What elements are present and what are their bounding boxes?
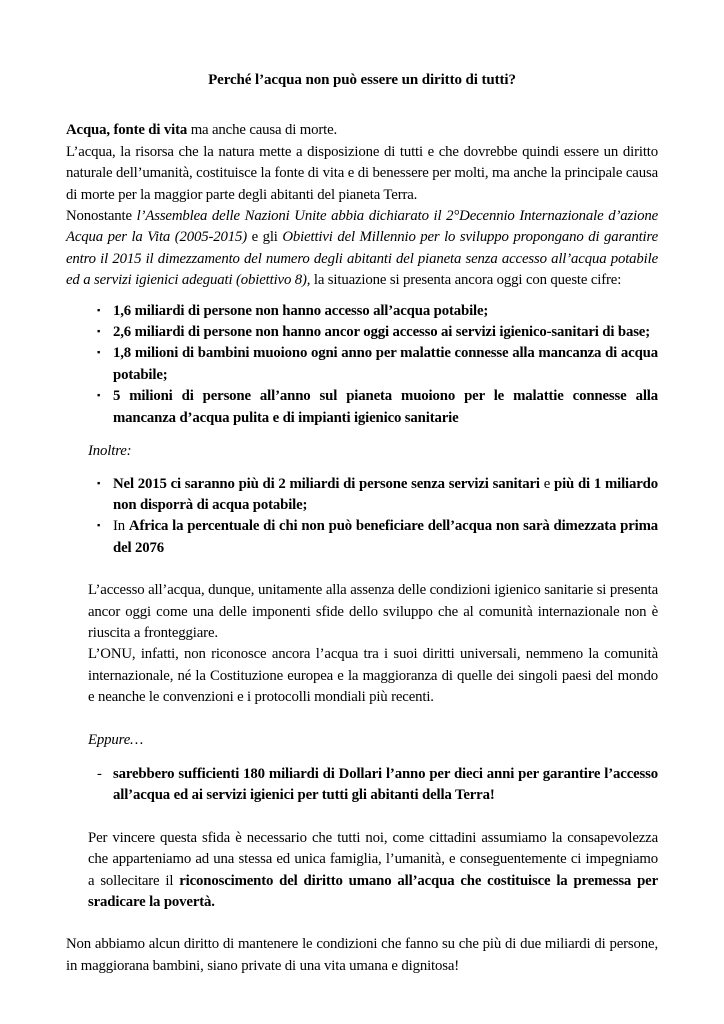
un-decennio-paragraph xyxy=(66,206,658,292)
page-title: Perché l’acqua non può essere un diritto di tutti? xyxy=(208,72,516,88)
square-bullet-icon: ▪ xyxy=(97,478,101,489)
text-segment: e xyxy=(539,475,555,492)
square-bullet-icon: ▪ xyxy=(97,348,101,359)
eppure-label: Eppure… xyxy=(88,731,144,748)
challenge-block xyxy=(88,580,658,708)
square-bullet-icon: ▪ xyxy=(97,521,101,532)
list-item xyxy=(88,516,658,559)
figures-list xyxy=(88,301,658,429)
list-item xyxy=(88,343,658,386)
projections-list xyxy=(88,474,658,560)
text-segment: Nonostante xyxy=(66,208,137,225)
inoltre-label: Inoltre: xyxy=(88,443,132,460)
projection-bold-segment: Nel 2015 ci saranno più di 2 miliardi di persone senza servizi sanitari xyxy=(113,475,540,492)
square-bullet-icon: ▪ xyxy=(97,305,101,316)
projection-bold-segment: più di 1 miliardo non disporrà di acqua potabile; xyxy=(113,475,658,513)
cost-list xyxy=(88,764,658,807)
closing-bold-segment: riconoscimento del diritto umano all’acqua che costituisce la premessa per sradicare la povertà. xyxy=(88,872,658,910)
text-segment: , la situazione si presenta ancora oggi con queste cifre: xyxy=(306,272,622,289)
intro-lead-line xyxy=(66,120,658,141)
final-paragraph: Non abbiamo alcun diritto di mantenere le condizioni che fanno su che più di due miliardi di persone, in maggiorana bambini, siano private di una vita umana e dignitosa! xyxy=(66,936,658,974)
list-item-text xyxy=(113,474,658,517)
millennium-goals-italic-segment: Obiettivi del Millennio per lo sviluppo propongano di garantire entro il 2015 il dimezzamento del numero degli abitanti del pianeta senza accesso all’acqua potabile ed a servizi igienici adeguati (obiettivo 8) xyxy=(66,229,658,289)
list-item xyxy=(88,474,658,517)
list-item xyxy=(88,322,658,343)
list-item-text: 2,6 miliardi di persone non hanno ancor oggi accesso ai servizi igienico-sanitari di base; xyxy=(113,324,651,341)
list-item xyxy=(88,301,658,322)
list-item xyxy=(88,386,658,429)
cost-item-text: sarebbero sufficienti 180 miliardi di Dollari l’anno per dieci anni per garantire l’accesso all’acqua ed ai servizi igienici per tutti gli abitanti della Terra! xyxy=(113,765,658,804)
intro-lead-bold: Acqua, fonte di vita xyxy=(66,122,188,139)
intro-paragraph: L’acqua, la risorsa che la natura mette a disposizione di tutti e che dovrebbe quindi essere un diritto naturale dell’umanità, costituisce la fonte di vita e di benessere per molti, ma anche la principale causa di morte per la maggior parte degli abitanti del pianeta Terra. xyxy=(66,143,658,203)
closing-paragraph xyxy=(88,828,658,914)
list-item-text: 5 milioni di persone all’anno sul pianeta muoiono per le malattie connesse alla mancanza d’acqua pulita e di impianti igienico sanitarie xyxy=(113,388,658,426)
challenge-paragraph-2: L’ONU, infatti, non riconosce ancora l’acqua tra i suoi diritti universali, nemmeno la comunità internazionale, né la Costituzione europea e la maggioranza di quelle dei singoli paesi del mondo e neanche le convenzioni e i protocolli mondiali più recenti. xyxy=(88,646,658,706)
text-segment: Per vincere questa sfida è necessario che tutti noi, come cittadini assumiamo la consapevolezza che apparteniamo ad una stessa ed unica famiglia, l’umanità, e conseguentemente ci impegniamo a sollecitare il xyxy=(88,829,658,889)
intro-lead-rest: ma anche causa di morte. xyxy=(187,122,338,139)
dash-marker: - xyxy=(97,765,102,782)
list-item-text: 1,8 milioni di bambini muoiono ogni anno per malattie connesse alla mancanza di acqua potabile; xyxy=(113,345,658,383)
text-segment: In xyxy=(113,518,129,535)
un-decennio-italic-segment: l’Assemblea delle Nazioni Unite abbia dichiarato il 2°Decennio Internazionale d’azione Acqua per la Vita (2005-2015) xyxy=(66,208,658,246)
cost-item xyxy=(88,764,658,807)
square-bullet-icon: ▪ xyxy=(97,327,101,338)
list-item-text: 1,6 miliardi di persone non hanno accesso all’acqua potabile; xyxy=(113,302,489,319)
square-bullet-icon: ▪ xyxy=(97,391,101,402)
projection-bold-segment: Africa la percentuale di chi non può beneficiare dell’acqua non sarà dimezzata prima del 2076 xyxy=(113,518,658,556)
text-segment: e gli xyxy=(247,229,283,246)
challenge-paragraph-1: L’accesso all’acqua, dunque, unitamente alla assenza delle condizioni igienico sanitarie si presenta ancor oggi come una delle imponenti sfide dello sviluppo che al comunità internazionale non è riuscita a fronteggiare. xyxy=(88,582,658,641)
list-item-text xyxy=(113,516,658,559)
